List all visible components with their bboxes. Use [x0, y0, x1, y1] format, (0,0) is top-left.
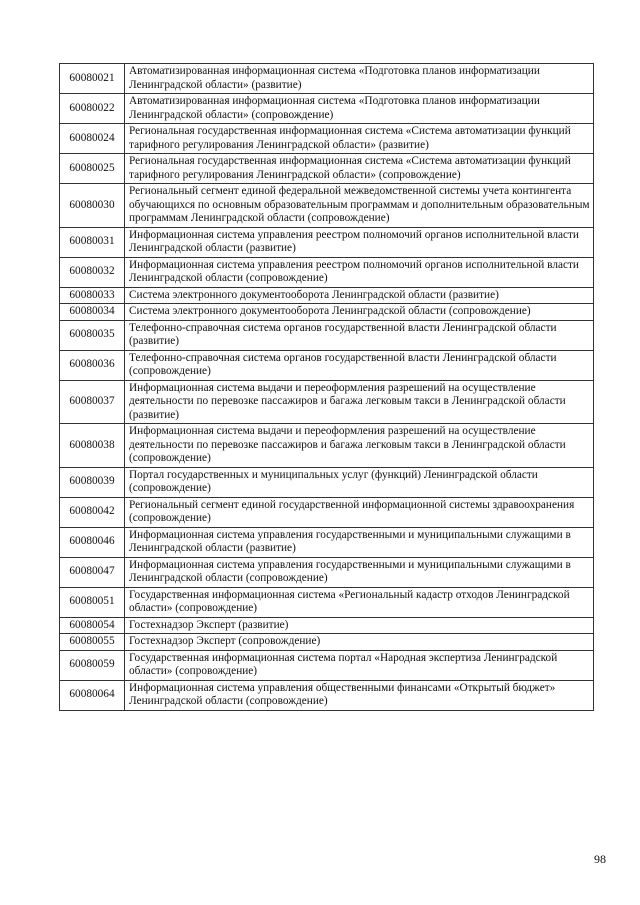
- row-code: 60080025: [60, 154, 125, 184]
- row-name: Региональный сегмент единой государственной информационной системы здравоохранения (сопровождение): [125, 497, 594, 527]
- row-code: 60080054: [60, 617, 125, 634]
- row-code: 60080059: [60, 650, 125, 680]
- row-name: Телефонно-справочная система органов государственной власти Ленинградской области (развитие): [125, 320, 594, 350]
- row-code: 60080051: [60, 587, 125, 617]
- row-code: 60080035: [60, 320, 125, 350]
- row-code: 60080031: [60, 227, 125, 257]
- table-row: [60, 257, 594, 287]
- row-name: Региональная государственная информационная система «Система автоматизации функций тарифного регулирования Ленинградской области» (сопровождение): [125, 154, 594, 184]
- table-row: [60, 124, 594, 154]
- row-code: 60080055: [60, 634, 125, 651]
- row-code: 60080033: [60, 287, 125, 304]
- row-code: 60080030: [60, 184, 125, 228]
- table-row: [60, 94, 594, 124]
- table-row: [60, 184, 594, 228]
- row-name: Региональный сегмент единой федеральной межведомственной системы учета контингента обучающихся по основным образовательным программам и дополнительным образовательным программам Ленинградской области (сопровождение): [125, 184, 594, 228]
- row-code: 60080039: [60, 467, 125, 497]
- row-name: Государственная информационная система «Региональный кадастр отходов Ленинградской области» (сопровождение): [125, 587, 594, 617]
- table-row: [60, 154, 594, 184]
- table-row: [60, 587, 594, 617]
- row-name: Автоматизированная информационная система «Подготовка планов информатизации Ленинградской области» (сопровождение): [125, 94, 594, 124]
- codes-table: [59, 63, 594, 711]
- table-row: [60, 380, 594, 424]
- row-code: 60080038: [60, 424, 125, 468]
- row-name: Телефонно-справочная система органов государственной власти Ленинградской области (сопровождение): [125, 350, 594, 380]
- row-name: Информационная система управления реестром полномочий органов исполнительной власти Ленинградской области (развитие): [125, 227, 594, 257]
- row-name: Информационная система выдачи и переоформления разрешений на осуществление деятельности по перевозке пассажиров и багажа легковым такси в Ленинградской области (сопровождение): [125, 424, 594, 468]
- table-row: [60, 527, 594, 557]
- row-name: Гостехнадзор Эксперт (сопровождение): [125, 634, 594, 651]
- table-row: [60, 320, 594, 350]
- row-name: Информационная система управления государственными и муниципальными служащими в Ленинградской области (развитие): [125, 527, 594, 557]
- page-number: 98: [594, 852, 606, 866]
- row-code: 60080021: [60, 64, 125, 94]
- row-code: 60080032: [60, 257, 125, 287]
- row-name: Система электронного документооборота Ленинградской области (сопровождение): [125, 304, 594, 321]
- table-row: [60, 557, 594, 587]
- table-row: [60, 287, 594, 304]
- table-row: [60, 304, 594, 321]
- row-code: 60080036: [60, 350, 125, 380]
- row-name: Автоматизированная информационная система «Подготовка планов информатизации Ленинградской области» (развитие): [125, 64, 594, 94]
- row-name: Гостехнадзор Эксперт (развитие): [125, 617, 594, 634]
- table-row: [60, 617, 594, 634]
- table-row: [60, 64, 594, 94]
- row-name: Система электронного документооборота Ленинградской области (развитие): [125, 287, 594, 304]
- row-code: 60080022: [60, 94, 125, 124]
- table-row: [60, 424, 594, 468]
- row-code: 60080046: [60, 527, 125, 557]
- row-name: Информационная система управления реестром полномочий органов исполнительной власти Ленинградской области (сопровождение): [125, 257, 594, 287]
- table-row: [60, 227, 594, 257]
- table-row: [60, 467, 594, 497]
- row-code: 60080064: [60, 680, 125, 710]
- row-name: Портал государственных и муниципальных услуг (функций) Ленинградской области (сопровождение): [125, 467, 594, 497]
- table-row: [60, 680, 594, 710]
- row-name: Информационная система управления общественными финансами «Открытый бюджет» Ленинградской области (сопровождение): [125, 680, 594, 710]
- row-code: 60080024: [60, 124, 125, 154]
- table-row: [60, 650, 594, 680]
- row-code: 60080042: [60, 497, 125, 527]
- table-row: [60, 634, 594, 651]
- row-name: Государственная информационная система портал «Народная экспертиза Ленинградской области» (сопровождение): [125, 650, 594, 680]
- row-name: Региональная государственная информационная система «Система автоматизации функций тарифного регулирования Ленинградской области» (развитие): [125, 124, 594, 154]
- row-code: 60080047: [60, 557, 125, 587]
- table-row: [60, 350, 594, 380]
- row-code: 60080037: [60, 380, 125, 424]
- row-code: 60080034: [60, 304, 125, 321]
- row-name: Информационная система выдачи и переоформления разрешений на осуществление деятельности по перевозке пассажиров и багажа легковым такси в Ленинградской области (развитие): [125, 380, 594, 424]
- row-name: Информационная система управления государственными и муниципальными служащими в Ленинградской области (сопровождение): [125, 557, 594, 587]
- table-row: [60, 497, 594, 527]
